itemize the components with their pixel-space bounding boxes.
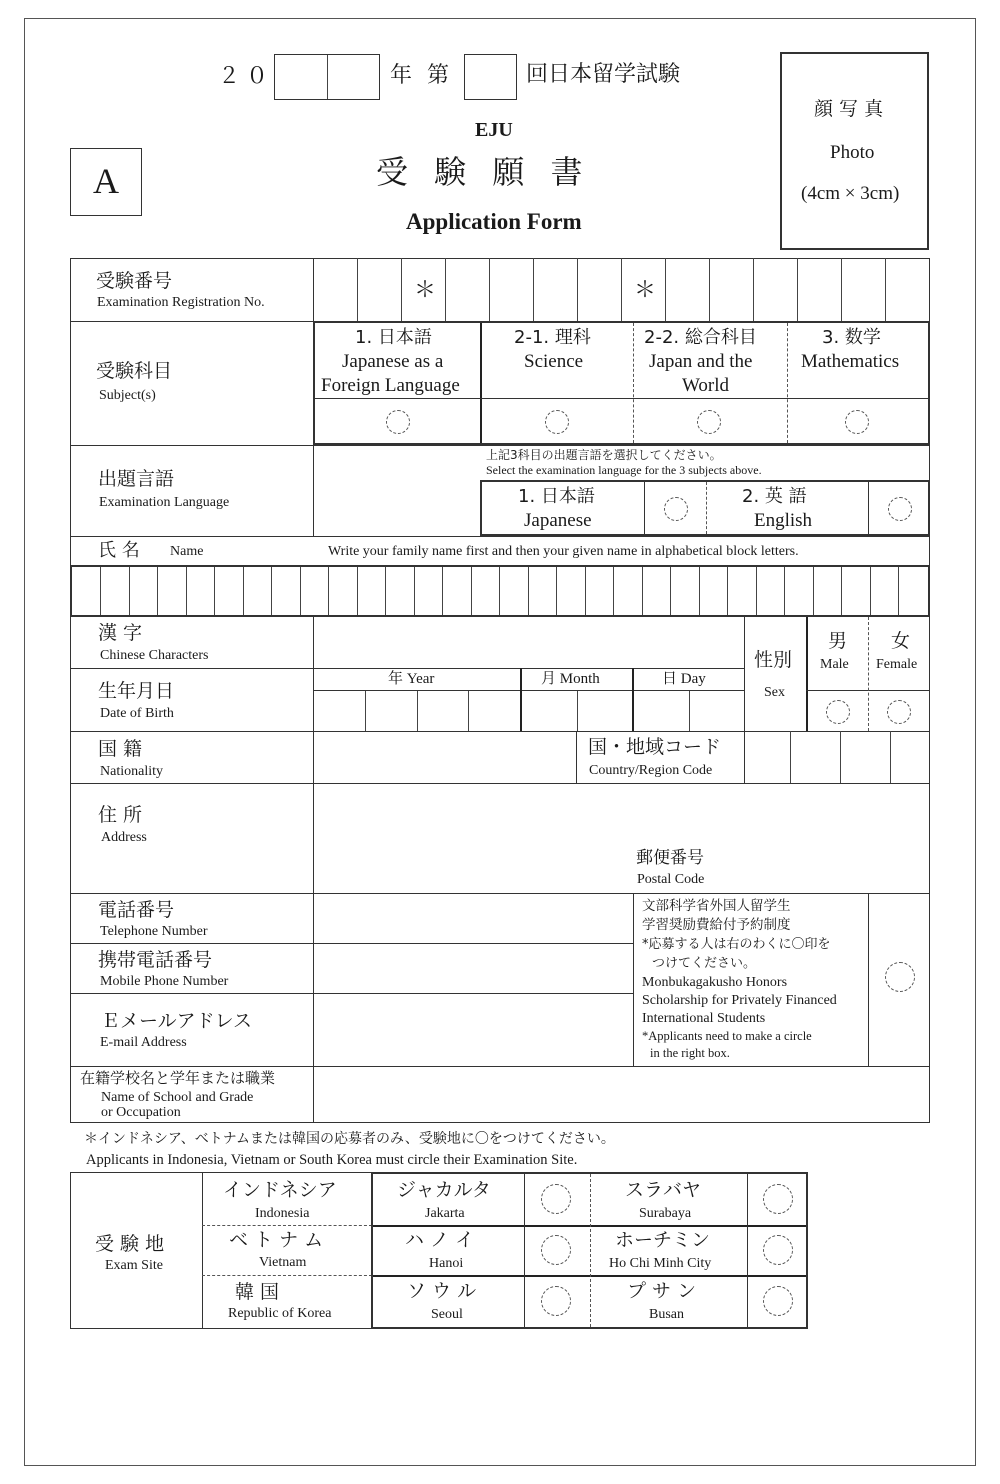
city-hochiminh-jp: ホーチミン: [615, 1229, 711, 1251]
year-input[interactable]: [274, 54, 380, 100]
city-hochiminh-checkbox[interactable]: [763, 1235, 793, 1265]
nationality-label-en: Nationality: [100, 764, 163, 779]
photo-label-jp: 顔 写 真: [814, 98, 884, 120]
kanji-input[interactable]: [314, 617, 744, 668]
scholarship-jp-3: *応募する人は右のわくに〇印を: [642, 937, 831, 952]
site-note-jp: ＊インドネシア、ベトナムまたは韓国の応募者のみ、受験地に〇をつけてください。: [84, 1131, 615, 1147]
language-label-jp: 出題言語: [98, 468, 175, 490]
language-english-en: English: [754, 510, 813, 531]
form-type-box: [70, 148, 142, 216]
subject-science-en: Science: [524, 351, 584, 372]
country-korea-jp: 韓 国: [235, 1281, 280, 1303]
city-hanoi-checkbox[interactable]: [541, 1235, 571, 1265]
sex-male-en: Male: [820, 657, 849, 672]
email-input[interactable]: [314, 994, 633, 1066]
registration-label-jp: 受験番号: [96, 270, 173, 292]
sex-female-jp: 女: [891, 630, 911, 652]
site-note-en: Applicants in Indonesia, Vietnam or South Korea must circle their Examination Site.: [86, 1152, 578, 1168]
language-note-jp: 上記3科目の出題言語を選択してください。: [486, 448, 722, 462]
school-input[interactable]: [314, 1067, 930, 1123]
school-label-jp: 在籍学校名と学年または職業: [80, 1069, 276, 1087]
subject-japanworld-en1: Japan and the: [649, 351, 753, 372]
scholarship-checkbox[interactable]: [885, 962, 915, 992]
registration-star-1: ＊: [414, 278, 437, 303]
subject-jfl-en1: Japanese as a: [342, 351, 444, 372]
dob-day-label: 日 Day: [662, 671, 706, 687]
dob-year-input[interactable]: [314, 691, 520, 731]
exam-title: 回日本留学試験: [526, 62, 681, 87]
city-jakarta-en: Jakarta: [425, 1206, 465, 1221]
scholarship-jp-2: 学習奨励費給付予約制度: [642, 917, 791, 933]
language-options: [480, 480, 930, 536]
email-label-jp: Ｅメールアドレス: [101, 1010, 253, 1032]
city-busan-en: Busan: [649, 1307, 684, 1322]
language-japanese-checkbox[interactable]: [664, 497, 688, 521]
email-label-en: E-mail Address: [100, 1035, 187, 1050]
city-surabaya-jp: スラバヤ: [625, 1179, 702, 1201]
exam-site-table: [70, 1172, 372, 1329]
registration-star-2: ＊: [634, 278, 657, 303]
subject-japanworld-checkbox[interactable]: [697, 410, 721, 434]
form-title-en: Application Form: [406, 209, 582, 234]
country-code-input[interactable]: [744, 731, 930, 783]
subject-japanworld-jp: 2-2. 総合科目: [644, 327, 757, 348]
subject-math-en: Mathematics: [801, 351, 900, 372]
photo-label-en: Photo: [830, 142, 875, 163]
year-prefix: ２０: [218, 64, 275, 89]
city-hanoi-jp: ハ ノ イ: [405, 1229, 475, 1251]
scholarship-en-5: in the right box.: [650, 1046, 730, 1060]
address-input[interactable]: [314, 784, 930, 893]
phone-input[interactable]: [314, 894, 633, 943]
session-kanji: 第: [427, 63, 450, 88]
subject-math-jp: 3. 数学: [822, 327, 881, 348]
city-surabaya-en: Surabaya: [639, 1206, 692, 1221]
language-japanese-jp: 1. 日本語: [518, 486, 595, 507]
registration-label-en: Examination Registration No.: [97, 295, 265, 310]
city-jakarta-checkbox[interactable]: [541, 1184, 571, 1214]
language-english-jp: 2. 英 語: [742, 486, 807, 507]
phone-label-jp: 電話番号: [98, 899, 175, 921]
subject-math-checkbox[interactable]: [845, 410, 869, 434]
mobile-label-jp: 携帯電話番号: [98, 949, 213, 971]
mobile-label-en: Mobile Phone Number: [100, 974, 229, 989]
subject-japanworld-en2: World: [682, 375, 730, 396]
postal-code-label-jp: 郵便番号: [636, 848, 704, 868]
sex-female-en: Female: [876, 657, 918, 672]
phone-label-en: Telephone Number: [100, 924, 208, 939]
photo-size: (4cm × 3cm): [801, 183, 900, 204]
name-instruction: Write your family name first and then your given name in alphabetical block letters.: [328, 544, 799, 559]
exam-site-label-jp: 受 験 地: [95, 1233, 165, 1255]
name-label-en: Name: [170, 544, 204, 559]
scholarship-en-2: Scholarship for Privately Financed: [642, 993, 837, 1008]
dob-month-label: 月 Month: [541, 671, 600, 687]
dob-year-label: 年 Year: [388, 671, 435, 687]
language-english-checkbox[interactable]: [888, 497, 912, 521]
subject-science-jp: 2-1. 理科: [514, 327, 591, 348]
city-hanoi-en: Hanoi: [429, 1256, 464, 1271]
address-label-jp: 住 所: [98, 804, 143, 826]
subject-grid: [313, 321, 930, 445]
school-label-en-2: or Occupation: [101, 1105, 181, 1120]
scholarship-en-3: International Students: [642, 1011, 766, 1026]
subject-label-jp: 受験科目: [96, 360, 173, 382]
city-busan-jp: プ サ ン: [627, 1280, 697, 1302]
subject-jfl-en2: Foreign Language: [321, 375, 460, 396]
scholarship-en-1: Monbukagakusho Honors: [642, 975, 788, 990]
language-label-en: Examination Language: [99, 495, 230, 510]
form-title-jp: 受 験 願 書: [376, 153, 591, 191]
eju-label: EJU: [475, 119, 513, 141]
sex-male-checkbox[interactable]: [826, 700, 850, 724]
year-kanji: 年: [390, 63, 413, 88]
exam-site-label-en: Exam Site: [105, 1258, 163, 1273]
subject-jfl-jp: 1. 日本語: [355, 327, 432, 348]
city-surabaya-checkbox[interactable]: [763, 1184, 793, 1214]
country-code-label-en: Country/Region Code: [589, 763, 713, 778]
school-label-en-1: Name of School and Grade: [101, 1090, 254, 1105]
sex-label-en: Sex: [764, 685, 785, 700]
city-seoul-en: Seoul: [431, 1307, 463, 1322]
name-label-jp: 氏 名: [98, 540, 140, 561]
city-busan-checkbox[interactable]: [763, 1286, 793, 1316]
postal-code-label-en: Postal Code: [637, 872, 705, 887]
country-korea-en: Republic of Korea: [228, 1306, 332, 1321]
city-hochiminh-en: Ho Chi Minh City: [609, 1256, 712, 1271]
scholarship-jp-1: 文部科学省外国人留学生: [642, 898, 791, 914]
language-note-en: Select the examination language for the 3 subjects above.: [486, 463, 762, 477]
subject-label-en: Subject(s): [99, 388, 156, 403]
address-label-en: Address: [101, 830, 147, 845]
exam-site-cities: [371, 1172, 808, 1329]
country-vietnam-jp: ベ ト ナ ム: [229, 1229, 324, 1251]
scholarship-en-4: *Applicants need to make a circle: [642, 1029, 812, 1043]
photo-box[interactable]: [780, 52, 929, 250]
subject-science-checkbox[interactable]: [545, 410, 569, 434]
nationality-label-jp: 国 籍: [98, 738, 143, 760]
country-indonesia-jp: インドネシア: [223, 1179, 337, 1201]
subject-jfl-checkbox[interactable]: [386, 410, 410, 434]
dob-month-input[interactable]: [522, 691, 632, 731]
sex-label-jp: 性別: [754, 649, 793, 671]
sex-female-checkbox[interactable]: [887, 700, 911, 724]
mobile-input[interactable]: [314, 944, 633, 993]
scholarship-jp-4: つけてください。: [652, 956, 757, 971]
city-seoul-checkbox[interactable]: [541, 1286, 571, 1316]
language-japanese-en: Japanese: [524, 510, 592, 531]
session-input[interactable]: [464, 54, 517, 100]
name-letter-cells[interactable]: [70, 565, 930, 617]
kanji-label-en: Chinese Characters: [100, 648, 209, 663]
registration-number-cells[interactable]: [313, 258, 930, 321]
dob-day-input[interactable]: [634, 691, 744, 731]
country-vietnam-en: Vietnam: [259, 1255, 307, 1270]
city-seoul-jp: ソ ウ ル: [407, 1280, 477, 1302]
kanji-label-jp: 漢 字: [98, 622, 143, 644]
form-type-label: A: [93, 161, 119, 201]
nationality-input[interactable]: [314, 732, 576, 783]
country-code-label-jp: 国・地域コード: [588, 736, 722, 758]
dob-label-en: Date of Birth: [100, 706, 174, 721]
sex-male-jp: 男: [828, 630, 848, 652]
dob-label-jp: 生年月日: [98, 680, 175, 702]
country-indonesia-en: Indonesia: [255, 1206, 310, 1221]
city-jakarta-jp: ジャカルタ: [397, 1179, 491, 1201]
